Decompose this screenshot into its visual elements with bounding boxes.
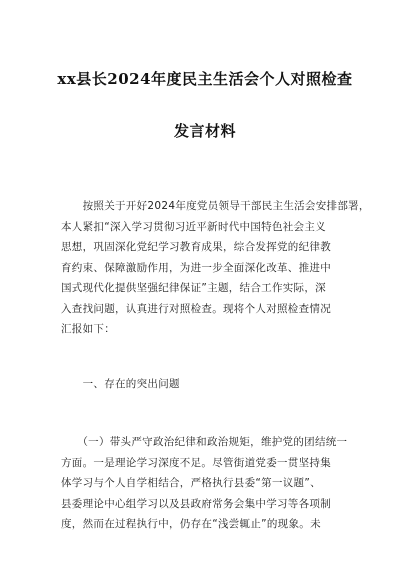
text-line: 汇报如下： [61, 323, 115, 335]
text-line: 按照关于开好2024年度党员领导干部民主生活会安排部署， [61, 200, 370, 212]
document-subtitle: 发言材料 [173, 122, 236, 140]
text-line: 入查找问题，认真进行对照检查。现将个人对照检查情况 [61, 302, 331, 315]
text-line: （一）带头严守政治纪律和政治规矩，维护党的团结统一 [61, 436, 348, 448]
text-line: 本人紧扣“深入学习贯彻习近平新时代中国特色社会主义 [61, 220, 326, 233]
text-line: 方面。一是理论学习深度不足。尽管街道党委一贯坚持集 [61, 456, 331, 469]
text-line: 国式现代化提供坚强纪律保证”主题，结合工作实际，深 [61, 282, 326, 294]
section-heading: 一、存在的突出问题 [61, 378, 180, 390]
document-title: xx县长2024年度民主生活会个人对照检查 [57, 70, 353, 88]
section-paragraph [61, 432, 361, 535]
text-line: 思想，巩固深化党纪学习教育成果，综合发挥党的纪律教 [61, 241, 331, 253]
text-line: 体学习与个人自学相结合，严格执行县委“第一议题”、 [61, 477, 321, 489]
intro-paragraph [61, 196, 370, 340]
text-line: 度，然而在过程执行中，仍存在“浅尝辄止”的现象。未 [61, 518, 321, 530]
text-line: 县委理论中心组学习以及县政府常务会集中学习等各项制 [61, 497, 331, 510]
text-line: 育约束、保障激励作用，为进一步全面深化改革、推进中 [61, 261, 331, 274]
